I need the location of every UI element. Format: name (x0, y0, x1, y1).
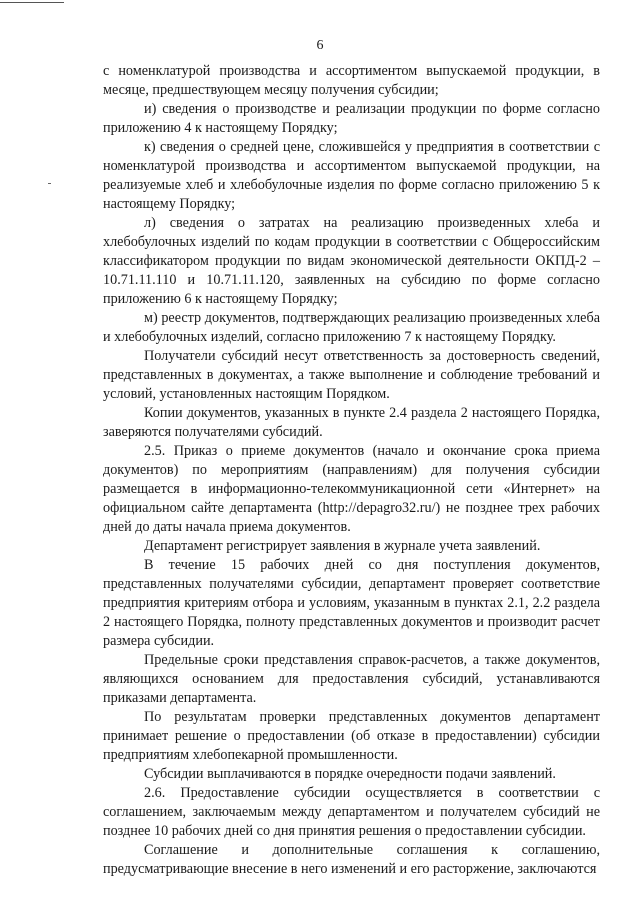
paragraph: Получатели субсидий несут ответственность за достоверность сведений, представленных в документах, а также выполнение и соблюдение требований и условий, установленных настоящим Порядком. (103, 348, 600, 402)
paragraph: Департамент регистрирует заявления в журнале учета заявлений. (144, 538, 541, 554)
paragraph: с номенклатурой производства и ассортиментом выпускаемой продукции, в месяце, предшествующем месяцу получения субсидии; (103, 63, 600, 98)
paragraph: Субсидии выплачиваются в порядке очередности подачи заявлений. (144, 766, 556, 782)
margin-mark (48, 183, 51, 184)
document-body (103, 62, 600, 879)
paragraph: и) сведения о производстве и реализации продукции по форме согласно приложению 4 к настоящему Порядку; (103, 101, 600, 136)
paragraph: Копии документов, указанных в пункте 2.4 раздела 2 настоящего Порядка, заверяются получателями субсидий. (103, 405, 600, 440)
paragraph: 2.6. Предоставление субсидии осуществляется в соответствии с соглашением, заключаемым между департаментом и получателем субсидий не позднее 10 рабочих дней со дня принятия решения о предоставлении субсидии. (103, 785, 600, 839)
paragraph: По результатам проверки представленных документов департамент принимает решение о предоставлении (об отказе в предоставлении) субсидии предприятиям хлебопекарной промышленности. (103, 709, 600, 763)
paragraph: Предельные сроки представления справок-расчетов, а также документов, являющихся основанием для предоставления субсидий, устанавливаются приказами департамента. (103, 652, 600, 706)
top-rule (0, 2, 64, 3)
paragraph: Соглашение и дополнительные соглашения к соглашению, предусматривающие внесение в него изменений и его расторжение, заключаются (103, 842, 600, 877)
paragraph: м) реестр документов, подтверждающих реализацию произведенных хлеба и хлебобулочных изделий, согласно приложению 7 к настоящему Порядку. (103, 310, 600, 345)
page-number: 6 (316, 38, 324, 53)
paragraph: 2.5. Приказ о приеме документов (начало и окончание срока приема документов) по мероприятиям (направлениям) для получения субсидии размещается в информационно-телекоммуникационной сети «Интернет» на официальном сайте департамента (http://depagro32.ru/) не позднее трех рабочих дней до даты начала приема документов. (103, 443, 600, 535)
paragraph: В течение 15 рабочих дней со дня поступления документов, представленных получателями субсидии, департамент проверяет соответствие предприятия критериям отбора и условиям, указанным в пунктах 2.1, 2.2 раздела 2 настоящего Порядка, полноту представленных документов и производит расчет размера субсидии. (103, 557, 600, 649)
paragraph: л) сведения о затратах на реализацию произведенных хлеба и хлебобулочных изделий по кодам продукции в соответствии с Общероссийским классификатором продукции по видам экономической деятельности ОКПД-2 – 10.71.11.110 и 10.71.11.120, заявленных на субсидию по форме согласно приложению 6 к настоящему Порядку; (103, 215, 600, 307)
paragraph: к) сведения о средней цене, сложившейся у предприятия в соответствии с номенклатурой производства и ассортиментом выпускаемой продукции, на реализуемые хлеб и хлебобулочные изделия по форме согласно приложению 5 к настоящему Порядку; (103, 139, 600, 212)
